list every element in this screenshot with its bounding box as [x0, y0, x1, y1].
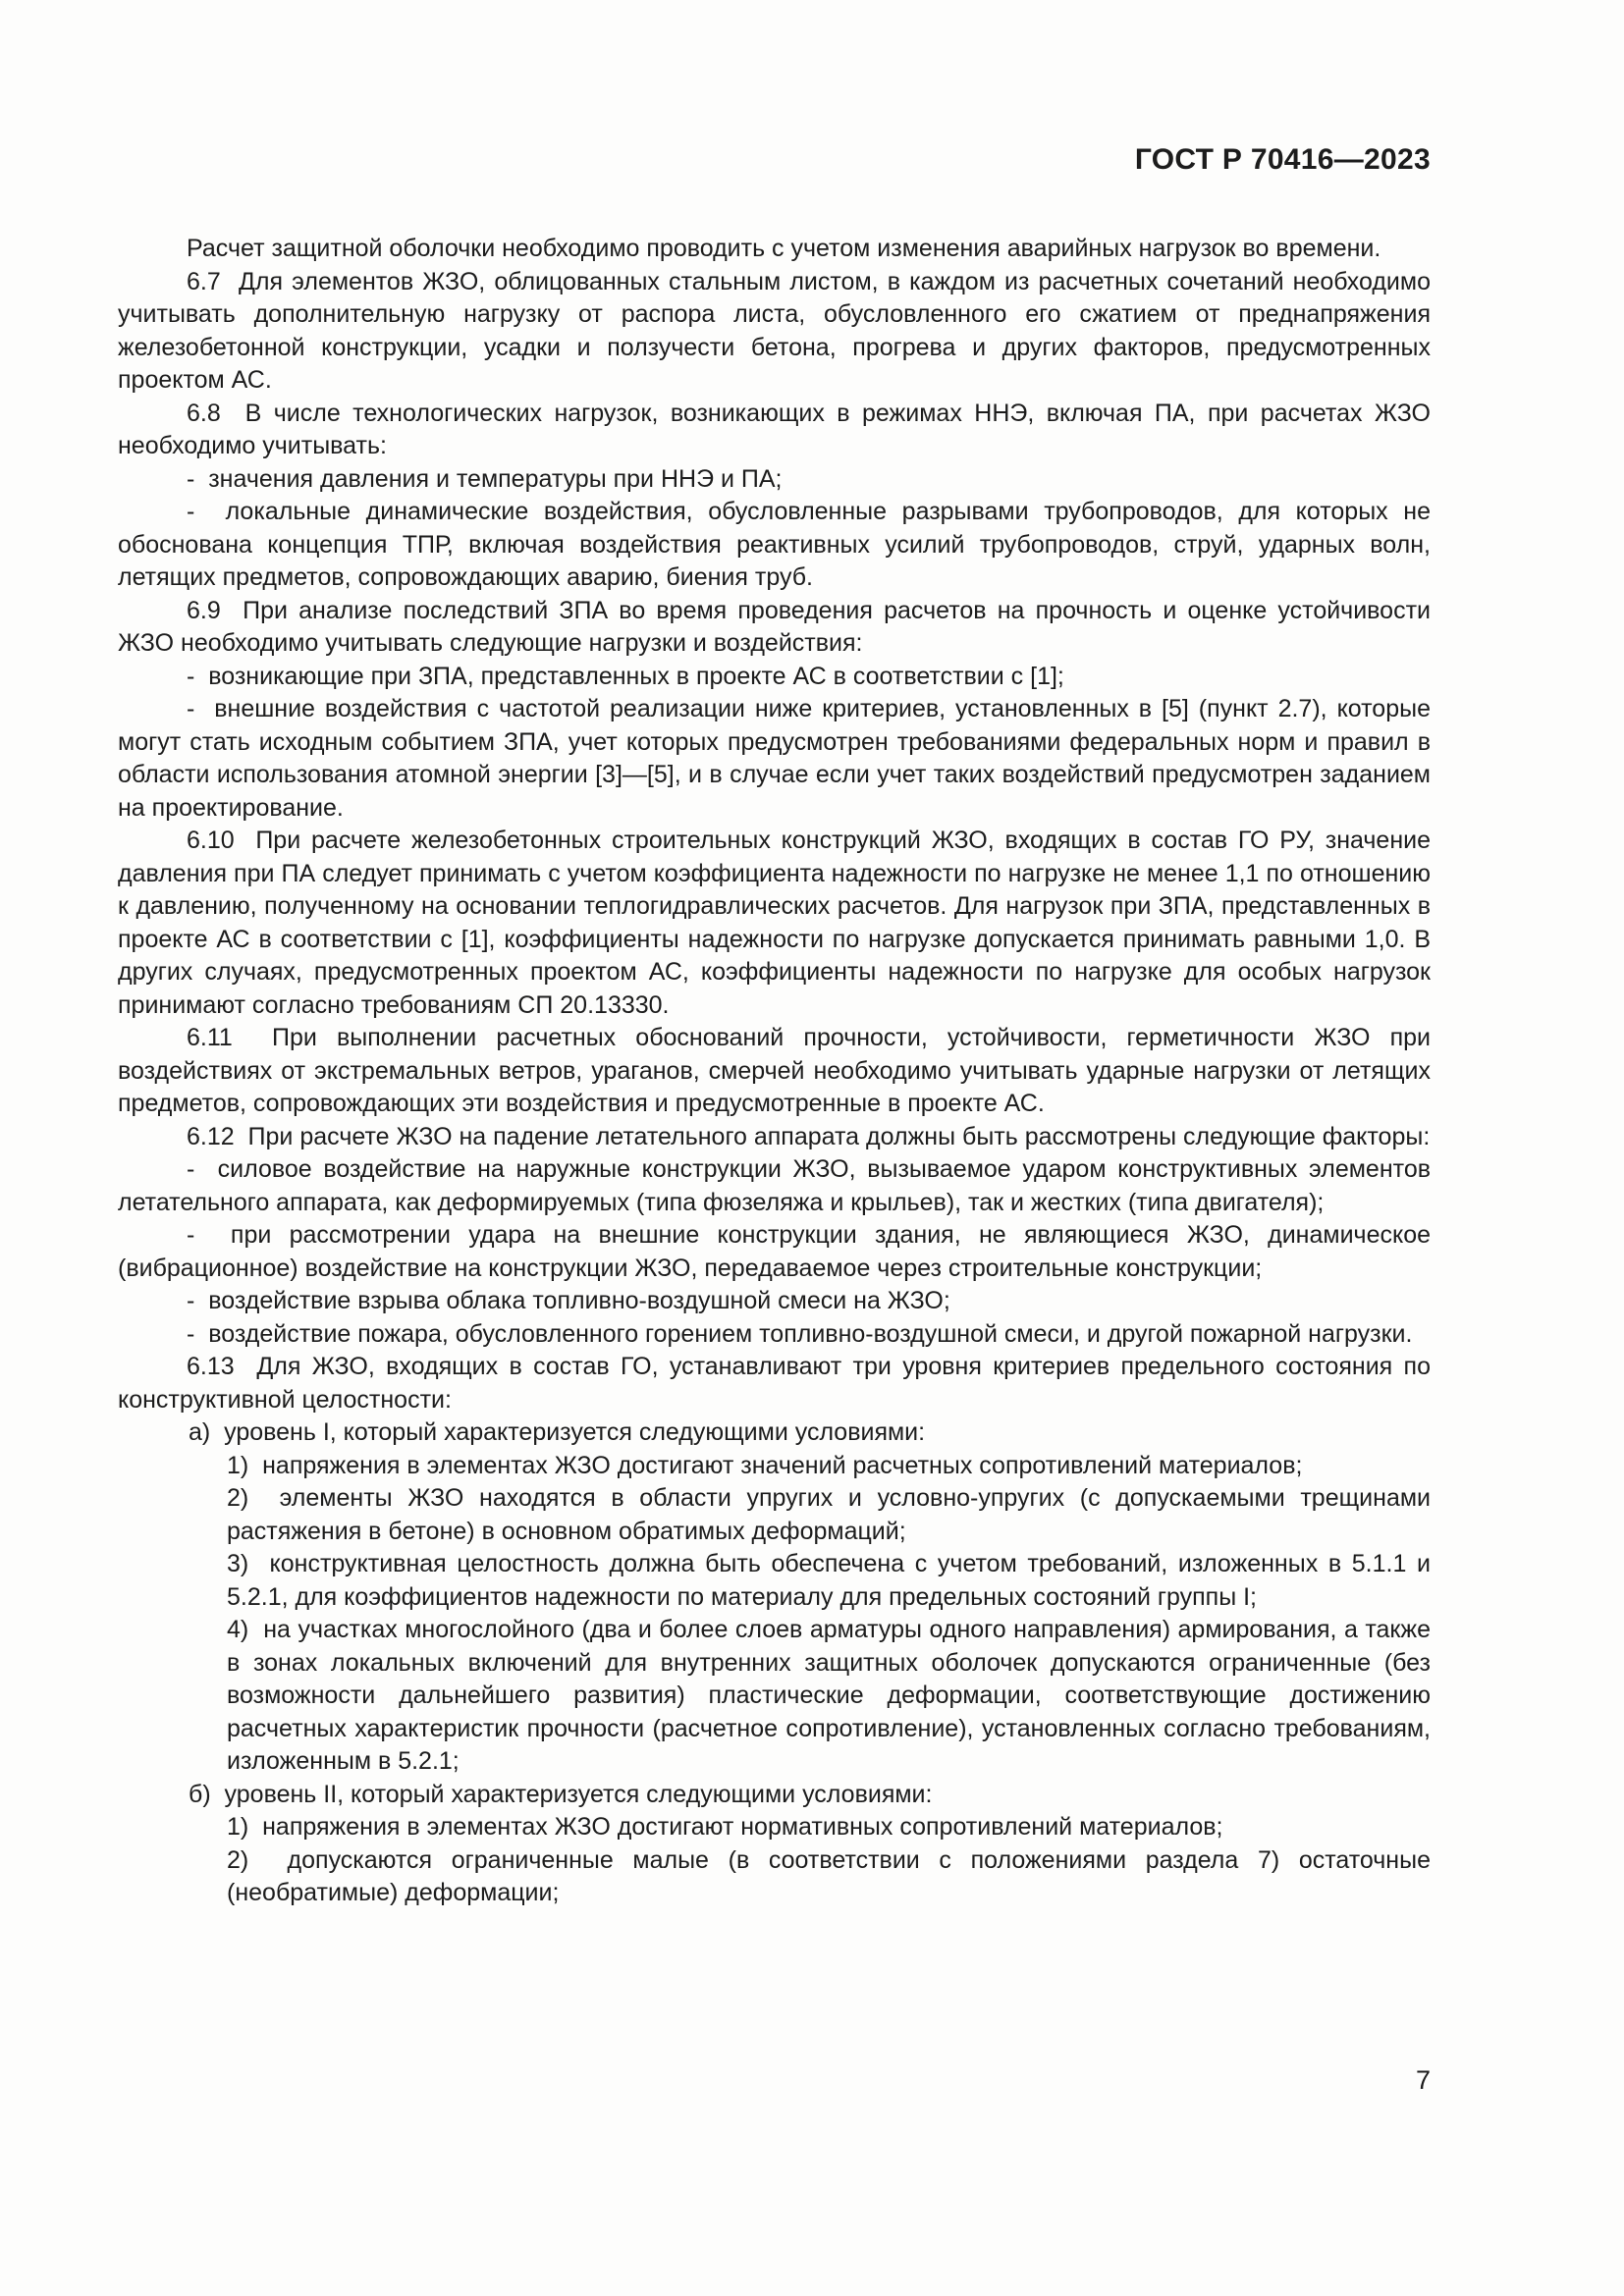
document-body [118, 233, 1431, 1910]
list-item-dash: - внешние воздействия с частотой реализации ниже критериев, установленных в [5] (пункт 2.7), которые могут стать исходным событием ЗПА, учет которых предусмотрен требованиями федеральных норм и правил в области использования атомной энергии [3]—[5], и в случае если учет таких воздействий предусмотрен заданием на проектирование. [118, 695, 1431, 822]
list-item-number: 4) на участках многослойного (два и более слоев арматуры одного направления) армирования, а также в зонах локальных включений для внутренних защитных оболочек допускаются ограниченные (без возможности дальнейшего развития) пластические деформации, соответствующие достижению расчетных характеристик прочности (расчетное сопротивление), установленных согласно требованиям, изложенным в 5.2.1; [227, 1616, 1431, 1775]
list-item-number: 2) элементы ЖЗО находятся в области упругих и условно-упругих (с допускаемыми трещинами растяжения в бетоне) в основном обратимых деформаций; [227, 1484, 1431, 1545]
paragraph: Расчет защитной оболочки необходимо проводить с учетом изменения аварийных нагрузок во времени. [187, 235, 1381, 262]
list-item-dash: - воздействие взрыва облака топливно-воздушной смеси на ЖЗО; [187, 1287, 950, 1314]
list-item-number: 2) допускаются ограниченные малые (в соответствии с положениями раздела 7) остаточные (необратимые) деформации; [227, 1845, 1431, 1906]
paragraph: 6.13 Для ЖЗО, входящих в состав ГО, устанавливают три уровня критериев предельного состояния по конструктивной целостности: [118, 1353, 1431, 1414]
list-item-dash: - при рассмотрении удара на внешние конструкции здания, не являющиеся ЖЗО, динамическое (вибрационное) воздействие на конструкции ЖЗО, передаваемое через строительные конструкции; [118, 1221, 1431, 1282]
paragraph: 6.8 В числе технологических нагрузок, возникающих в режимах ННЭ, включая ПА, при расчетах ЖЗО необходимо учитывать: [118, 399, 1431, 459]
paragraph: 6.7 Для элементов ЖЗО, облицованных стальным листом, в каждом из расчетных сочетаний необходимо учитывать дополнительную нагрузку от распора листа, обусловленного его сжатием от преднапряжения железобетонной конструкции, усадки и ползучести бетона, прогрева и других факторов, предусмотренных проектом АС. [118, 267, 1431, 394]
list-item-dash: - локальные динамические воздействия, обусловленные разрывами трубопроводов, для которых не обоснована концепция ТПР, включая воздействия реактивных усилий трубопроводов, струй, ударных волн, летящих предметов, сопровождающих аварию, биения труб. [118, 498, 1431, 591]
paragraph: 6.12 При расчете ЖЗО на падение летательного аппарата должны быть рассмотрены следующие факторы: [187, 1122, 1431, 1150]
paragraph: 6.10 При расчете железобетонных строительных конструкций ЖЗО, входящих в состав ГО РУ, значение давления при ПА следует принимать с учетом коэффициента надежности по нагрузке не менее 1,1 по отношению к давлению, полученному на основании теплогидравлических расчетов. Для нагрузок при ЗПА, представленных в проекте АС в соответствии с [1], коэффициенты надежности по нагрузке допускается принимать равными 1,0. В других случаях, предусмотренных проектом АС, коэффициенты надежности по нагрузке для особых нагрузок принимают согласно требованиям СП 20.13330. [118, 827, 1431, 1019]
list-item-dash: - возникающие при ЗПА, представленных в проекте АС в соответствии с [1]; [187, 662, 1064, 690]
list-item-number: 3) конструктивная целостность должна быть обеспечена с учетом требований, изложенных в 5.1.1 и 5.2.1, для коэффициентов надежности по материалу для предельных состояний группы I; [227, 1550, 1431, 1611]
list-item-dash: - значения давления и температуры при ННЭ и ПА; [187, 464, 783, 493]
list-item-dash: - силовое воздействие на наружные конструкции ЖЗО, вызываемое ударом конструктивных элементов летательного аппарата, как деформируемых (типа фюзеляжа и крыльев), так и жестких (типа двигателя); [118, 1155, 1431, 1216]
list-item-letter: б) уровень II, который характеризуется следующими условиями: [189, 1780, 933, 1808]
paragraph: 6.11 При выполнении расчетных обоснований прочности, устойчивости, герметичности ЖЗО при воздействиях от экстремальных ветров, ураганов, смерчей необходимо учитывать ударные нагрузки от летящих предметов, сопровождающих эти воздействия и предусмотренные в проекте АС. [118, 1024, 1431, 1117]
list-item-dash: - воздействие пожара, обусловленного горением топливно-воздушной смеси, и другой пожарной нагрузки. [187, 1319, 1413, 1348]
page-number: 7 [1415, 2065, 1431, 2095]
list-item-number: 1) напряжения в элементах ЖЗО достигают значений расчетных сопротивлений материалов; [227, 1451, 1303, 1479]
list-item-number: 1) напряжения в элементах ЖЗО достигают нормативных сопротивлений материалов; [227, 1813, 1223, 1841]
paragraph: 6.9 При анализе последствий ЗПА во время проведения расчетов на прочность и оценке устойчивости ЖЗО необходимо учитывать следующие нагрузки и воздействия: [118, 596, 1431, 657]
document-code-header: ГОСТ Р 70416—2023 [1134, 143, 1431, 176]
list-item-letter: а) уровень I, который характеризуется следующими условиями: [189, 1418, 926, 1446]
